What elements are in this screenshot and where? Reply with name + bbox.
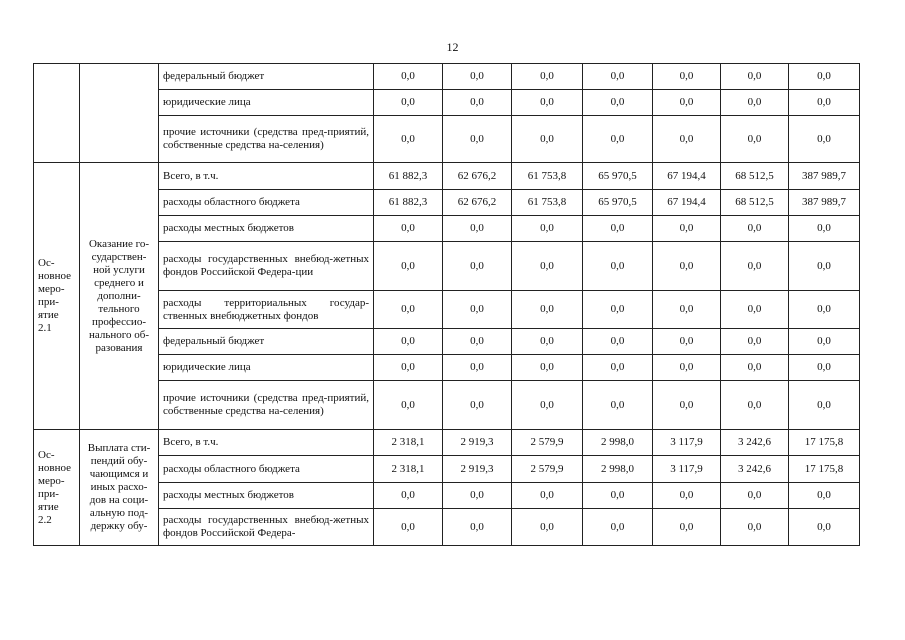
value-cell: 0,0 <box>653 329 721 355</box>
value-cell: 62 676,2 <box>443 163 512 190</box>
value-cell: 0,0 <box>583 90 653 116</box>
value-cell: 0,0 <box>443 291 512 329</box>
measure-name-cell <box>80 64 159 163</box>
value-cell: 0,0 <box>583 116 653 163</box>
value-cell: 2 919,3 <box>443 456 512 483</box>
value-cell: 0,0 <box>512 116 583 163</box>
value-cell: 2 998,0 <box>583 456 653 483</box>
value-cell: 0,0 <box>443 509 512 546</box>
value-cell: 0,0 <box>653 483 721 509</box>
value-cell: 0,0 <box>374 329 443 355</box>
funding-source-cell: юридические лица <box>159 90 374 116</box>
value-cell: 0,0 <box>374 64 443 90</box>
value-cell: 0,0 <box>374 116 443 163</box>
measure-status-cell: Ос-новное меро-при-ятие 2.2 <box>34 430 80 546</box>
funding-source-cell: Всего, в т.ч. <box>159 163 374 190</box>
value-cell: 0,0 <box>653 116 721 163</box>
value-cell: 0,0 <box>512 242 583 291</box>
value-cell: 0,0 <box>583 64 653 90</box>
funding-source-cell: расходы местных бюджетов <box>159 216 374 242</box>
value-cell: 0,0 <box>789 291 860 329</box>
value-cell: 0,0 <box>374 90 443 116</box>
value-cell: 0,0 <box>583 242 653 291</box>
funding-source-cell: федеральный бюджет <box>159 329 374 355</box>
value-cell: 17 175,8 <box>789 430 860 456</box>
value-cell: 0,0 <box>583 216 653 242</box>
value-cell: 2 579,9 <box>512 430 583 456</box>
value-cell: 0,0 <box>512 509 583 546</box>
value-cell: 2 998,0 <box>583 430 653 456</box>
value-cell: 0,0 <box>374 355 443 381</box>
value-cell: 0,0 <box>653 291 721 329</box>
value-cell: 0,0 <box>583 355 653 381</box>
value-cell: 2 318,1 <box>374 456 443 483</box>
value-cell: 0,0 <box>721 355 789 381</box>
table-row <box>34 430 860 456</box>
value-cell: 68 512,5 <box>721 190 789 216</box>
value-cell: 2 318,1 <box>374 430 443 456</box>
measure-name-cell: Оказание го-сударствен-ной услуги среднего и дополни-тельного профессио-нального об-разования <box>80 163 159 430</box>
value-cell: 0,0 <box>443 216 512 242</box>
value-cell: 0,0 <box>653 381 721 430</box>
value-cell: 0,0 <box>512 483 583 509</box>
value-cell: 0,0 <box>512 291 583 329</box>
funding-source-cell: расходы государственных внебюд-жетных фондов Российской Федера- <box>159 509 374 546</box>
value-cell: 0,0 <box>789 355 860 381</box>
funding-source-cell: расходы территориальных государ-ственных внебюджетных фондов <box>159 291 374 329</box>
table-row <box>34 163 860 190</box>
value-cell: 0,0 <box>721 381 789 430</box>
value-cell: 0,0 <box>789 483 860 509</box>
funding-source-cell: расходы государственных внебюд-жетных фондов Российской Федера-ции <box>159 242 374 291</box>
value-cell: 0,0 <box>721 64 789 90</box>
value-cell: 0,0 <box>789 216 860 242</box>
value-cell: 0,0 <box>653 90 721 116</box>
funding-source-cell: расходы местных бюджетов <box>159 483 374 509</box>
value-cell: 61 882,3 <box>374 163 443 190</box>
value-cell: 0,0 <box>512 90 583 116</box>
value-cell: 0,0 <box>443 355 512 381</box>
page-number: 12 <box>446 40 459 54</box>
value-cell: 0,0 <box>583 329 653 355</box>
value-cell: 65 970,5 <box>583 190 653 216</box>
value-cell: 0,0 <box>374 242 443 291</box>
value-cell: 0,0 <box>583 509 653 546</box>
value-cell: 387 989,7 <box>789 190 860 216</box>
value-cell: 0,0 <box>583 381 653 430</box>
value-cell: 0,0 <box>443 64 512 90</box>
value-cell: 2 579,9 <box>512 456 583 483</box>
value-cell: 67 194,4 <box>653 163 721 190</box>
value-cell: 387 989,7 <box>789 163 860 190</box>
measure-status-cell <box>34 64 80 163</box>
value-cell: 0,0 <box>374 291 443 329</box>
value-cell: 0,0 <box>512 381 583 430</box>
value-cell: 0,0 <box>721 329 789 355</box>
value-cell: 0,0 <box>721 116 789 163</box>
value-cell: 0,0 <box>374 483 443 509</box>
value-cell: 61 753,8 <box>512 163 583 190</box>
value-cell: 0,0 <box>374 509 443 546</box>
value-cell: 0,0 <box>512 64 583 90</box>
value-cell: 3 117,9 <box>653 456 721 483</box>
value-cell: 0,0 <box>721 509 789 546</box>
value-cell: 2 919,3 <box>443 430 512 456</box>
value-cell: 61 882,3 <box>374 190 443 216</box>
value-cell: 0,0 <box>789 242 860 291</box>
value-cell: 17 175,8 <box>789 456 860 483</box>
funding-source-cell: федеральный бюджет <box>159 64 374 90</box>
value-cell: 0,0 <box>443 483 512 509</box>
value-cell: 0,0 <box>443 242 512 291</box>
value-cell: 0,0 <box>583 483 653 509</box>
value-cell: 0,0 <box>789 329 860 355</box>
value-cell: 61 753,8 <box>512 190 583 216</box>
value-cell: 0,0 <box>789 90 860 116</box>
value-cell: 0,0 <box>512 329 583 355</box>
value-cell: 0,0 <box>512 355 583 381</box>
value-cell: 0,0 <box>653 355 721 381</box>
value-cell: 0,0 <box>721 291 789 329</box>
value-cell: 65 970,5 <box>583 163 653 190</box>
value-cell: 68 512,5 <box>721 163 789 190</box>
value-cell: 0,0 <box>789 116 860 163</box>
value-cell: 0,0 <box>374 216 443 242</box>
value-cell: 0,0 <box>443 381 512 430</box>
value-cell: 0,0 <box>789 509 860 546</box>
value-cell: 0,0 <box>653 509 721 546</box>
funding-source-cell: юридические лица <box>159 355 374 381</box>
table-row <box>34 64 860 90</box>
value-cell: 0,0 <box>443 116 512 163</box>
funding-source-cell: расходы областного бюджета <box>159 456 374 483</box>
value-cell: 0,0 <box>721 242 789 291</box>
value-cell: 67 194,4 <box>653 190 721 216</box>
funding-source-cell: прочие источники (средства пред-приятий, собственные средства на-селения) <box>159 116 374 163</box>
value-cell: 0,0 <box>721 216 789 242</box>
value-cell: 3 242,6 <box>721 430 789 456</box>
value-cell: 0,0 <box>653 242 721 291</box>
value-cell: 0,0 <box>789 381 860 430</box>
value-cell: 0,0 <box>512 216 583 242</box>
value-cell: 3 242,6 <box>721 456 789 483</box>
value-cell: 0,0 <box>789 64 860 90</box>
funding-source-cell: Всего, в т.ч. <box>159 430 374 456</box>
budget-table <box>33 63 860 546</box>
value-cell: 0,0 <box>653 64 721 90</box>
funding-source-cell: расходы областного бюджета <box>159 190 374 216</box>
value-cell: 0,0 <box>374 381 443 430</box>
value-cell: 3 117,9 <box>653 430 721 456</box>
value-cell: 0,0 <box>443 329 512 355</box>
measure-name-cell: Выплата сти-пендий обу-чающимся и иных расхо-дов на соци-альную под-держку обу- <box>80 430 159 546</box>
funding-source-cell: прочие источники (средства пред-приятий, собственные средства на-селения) <box>159 381 374 430</box>
value-cell: 0,0 <box>583 291 653 329</box>
value-cell: 0,0 <box>721 483 789 509</box>
value-cell: 0,0 <box>443 90 512 116</box>
measure-status-cell: Ос-новное меро-при-ятие 2.1 <box>34 163 80 430</box>
value-cell: 0,0 <box>721 90 789 116</box>
value-cell: 62 676,2 <box>443 190 512 216</box>
value-cell: 0,0 <box>653 216 721 242</box>
